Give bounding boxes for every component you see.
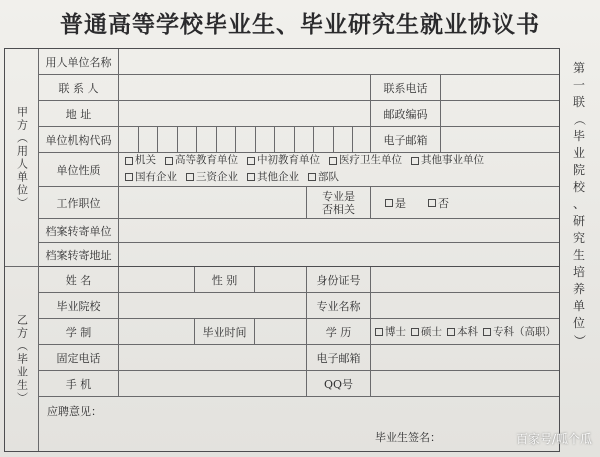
system-field[interactable] <box>119 319 195 344</box>
employer-name-label: 用人单位名称 <box>39 49 119 74</box>
qq-field[interactable] <box>371 371 559 396</box>
org-code-field[interactable] <box>119 127 371 152</box>
row-archive-address <box>39 243 559 267</box>
major-related-yes[interactable] <box>385 195 406 211</box>
side-note-char: 校 <box>572 180 585 194</box>
row-archive-unit <box>39 219 559 243</box>
page-title: 普通高等学校毕业生、毕业研究生就业协议书 <box>60 11 540 38</box>
checkbox-label: 高等教育单位 <box>175 154 238 166</box>
major-related-options <box>371 187 559 218</box>
checkbox-label: 专科（高职） <box>493 326 556 338</box>
student-name-label: 姓 名 <box>39 267 119 292</box>
postal-code-field[interactable] <box>441 101 559 126</box>
major-related-no[interactable] <box>428 195 449 211</box>
checkbox-option[interactable] <box>411 324 442 339</box>
no-label: 否 <box>438 196 449 210</box>
checkbox-icon <box>385 199 393 207</box>
job-position-label: 工作职位 <box>39 187 119 218</box>
checkbox-option[interactable] <box>411 153 484 168</box>
side-note-char: 研 <box>572 214 585 228</box>
id-number-field[interactable] <box>371 267 559 292</box>
checkbox-option[interactable] <box>308 170 339 185</box>
checkbox-label: 硕士 <box>421 326 442 338</box>
address-label: 地 址 <box>39 101 119 126</box>
checkbox-icon <box>329 157 337 165</box>
checkbox-icon <box>411 328 419 336</box>
row-org-code <box>39 127 559 153</box>
checkbox-label: 部队 <box>318 170 339 183</box>
checkbox-icon <box>411 157 419 165</box>
side-note-char: 究 <box>572 231 585 245</box>
checkbox-icon <box>125 157 133 165</box>
checkbox-icon <box>125 173 133 181</box>
checkbox-icon <box>247 157 255 165</box>
row-job-position <box>39 187 559 219</box>
checkbox-icon <box>186 173 194 181</box>
side-note-char: 生 <box>572 248 585 262</box>
opinion-label: 应聘意见： <box>47 405 102 418</box>
checkbox-label: 其他事业单位 <box>421 154 484 166</box>
watermark: 百家号/呱个瓜 <box>515 432 592 446</box>
org-code-label: 单位机构代码 <box>39 127 119 152</box>
side-note-char: 院 <box>572 163 585 177</box>
checkbox-icon <box>375 328 383 336</box>
yes-label: 是 <box>395 196 406 210</box>
student-name-field[interactable] <box>119 267 195 292</box>
job-position-field[interactable] <box>119 187 307 218</box>
side-note-char: 毕 <box>572 129 585 143</box>
unit-nature-options <box>119 153 559 186</box>
side-note-char: 位 <box>572 316 585 330</box>
gender-field[interactable] <box>255 267 307 292</box>
side-note-char: （ <box>572 113 587 126</box>
qq-label: QQ号 <box>307 371 371 396</box>
row-employer-name <box>39 49 559 75</box>
checkbox-label: 中初教育单位 <box>257 154 320 166</box>
checkbox-option[interactable] <box>329 153 402 168</box>
row-unit-nature <box>39 153 559 187</box>
major-related-label: 专业是否相关 <box>307 187 371 218</box>
checkbox-option[interactable] <box>125 170 177 185</box>
row-address <box>39 101 559 127</box>
checkbox-icon <box>483 328 491 336</box>
checkbox-icon <box>308 173 316 181</box>
contact-phone-field[interactable] <box>441 75 559 100</box>
row-landline <box>39 345 559 371</box>
gender-label: 性 别 <box>195 267 255 292</box>
party-b-label-text: 乙方（毕业生） <box>15 313 29 405</box>
side-note-char: 养 <box>572 282 585 296</box>
contact-person-label: 联 系 人 <box>39 75 119 100</box>
row-mobile <box>39 371 559 397</box>
side-note-char: 业 <box>572 146 585 160</box>
row-school <box>39 293 559 319</box>
landline-field[interactable] <box>119 345 307 370</box>
major-field[interactable] <box>371 293 559 318</box>
mobile-field[interactable] <box>119 371 307 396</box>
school-label: 毕业院校 <box>39 293 119 318</box>
checkbox-label: 博士 <box>385 326 406 338</box>
checkbox-label: 三资企业 <box>196 170 238 183</box>
contact-person-field[interactable] <box>119 75 371 100</box>
side-note-char: ） <box>572 334 587 347</box>
unit-nature-label: 单位性质 <box>39 153 119 186</box>
employer-name-field[interactable] <box>119 49 559 74</box>
education-label: 学 历 <box>307 319 371 344</box>
archive-unit-field[interactable] <box>119 219 559 242</box>
landline-label: 固定电话 <box>39 345 119 370</box>
row-contact <box>39 75 559 101</box>
side-note-char: 第 <box>572 61 585 75</box>
agreement-form <box>4 48 560 452</box>
education-options <box>371 319 559 344</box>
checkbox-label: 医疗卫生单位 <box>339 154 402 166</box>
checkbox-label: 国有企业 <box>135 170 177 183</box>
side-note-char: 培 <box>572 265 585 279</box>
party-a-label-text: 甲方（用人单位） <box>15 105 29 210</box>
row-student-name <box>39 267 559 293</box>
row-education <box>39 319 559 345</box>
archive-address-label: 档案转寄地址 <box>39 243 119 266</box>
checkbox-option[interactable] <box>165 153 238 168</box>
checkbox-option[interactable] <box>483 324 556 339</box>
checkbox-option[interactable] <box>375 324 406 339</box>
checkbox-icon <box>247 173 255 181</box>
student-email-label: 电子邮箱 <box>307 345 371 370</box>
side-note-char: 一 <box>572 78 585 92</box>
id-number-label: 身份证号 <box>307 267 371 292</box>
checkbox-option[interactable] <box>447 324 478 339</box>
org-code-digit-boxes <box>119 127 353 152</box>
party-b-label <box>5 267 39 451</box>
contact-phone-label: 联系电话 <box>371 75 441 100</box>
checkbox-label: 机关 <box>135 154 156 166</box>
major-label: 专业名称 <box>307 293 371 318</box>
side-note-char: 单 <box>572 299 585 313</box>
employer-email-field[interactable] <box>441 127 559 152</box>
student-email-field[interactable] <box>371 345 559 370</box>
checkbox-option[interactable] <box>247 170 299 185</box>
checkbox-label: 其他企业 <box>257 170 299 183</box>
side-note-char: 、 <box>572 197 585 211</box>
grad-time-label: 毕业时间 <box>195 319 255 344</box>
system-label: 学 制 <box>39 319 119 344</box>
signature-label: 毕业生签名： <box>375 431 441 444</box>
checkbox-icon <box>447 328 455 336</box>
archive-address-field[interactable] <box>119 243 559 266</box>
checkbox-option[interactable] <box>125 153 156 168</box>
checkbox-option[interactable] <box>247 153 320 168</box>
copy-side-note <box>564 60 594 349</box>
school-field[interactable] <box>119 293 307 318</box>
checkbox-option[interactable] <box>186 170 238 185</box>
opinion-area[interactable] <box>39 397 559 451</box>
unit-options-row1 <box>125 153 493 170</box>
party-a-label <box>5 49 39 267</box>
side-note-char: 联 <box>572 95 585 109</box>
address-field[interactable] <box>119 101 371 126</box>
checkbox-label: 本科 <box>457 326 478 338</box>
unit-options-row2 <box>125 170 348 187</box>
mobile-label: 手 机 <box>39 371 119 396</box>
postal-code-label: 邮政编码 <box>371 101 441 126</box>
employer-email-label: 电子邮箱 <box>371 127 441 152</box>
checkbox-icon <box>165 157 173 165</box>
archive-unit-label: 档案转寄单位 <box>39 219 119 242</box>
checkbox-icon <box>428 199 436 207</box>
grad-time-field[interactable] <box>255 319 307 344</box>
